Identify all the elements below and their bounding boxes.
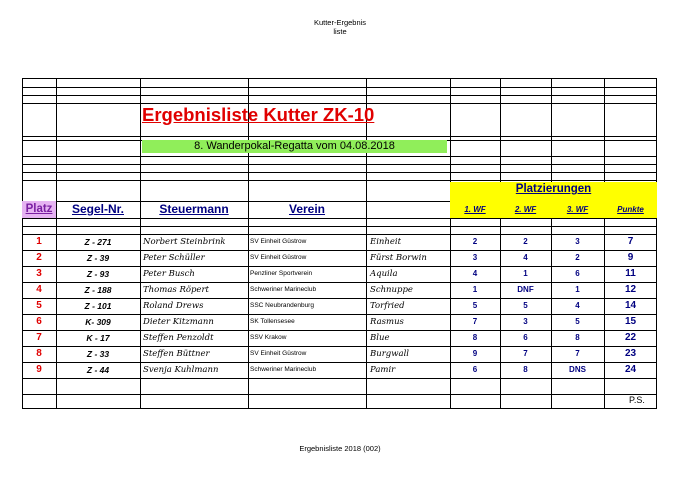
cell-punkte: 14 xyxy=(624,300,637,311)
cell-segel: Z - 188 xyxy=(84,285,112,295)
column-header-wf1: 1. WF xyxy=(464,205,486,214)
cell-wf3: 6 xyxy=(575,269,580,278)
cell-wf1: 3 xyxy=(472,253,478,262)
cell-wf2: 6 xyxy=(523,333,528,342)
cell-wf1: 8 xyxy=(472,333,478,342)
cell-boot: Einheit xyxy=(370,237,402,247)
cell-wf2: 4 xyxy=(523,253,528,262)
grid-row-line xyxy=(22,136,657,137)
cell-verein: SSC Neubrandenburg xyxy=(250,302,314,309)
cell-segel: Z - 33 xyxy=(86,349,110,359)
cell-segel: Z - 39 xyxy=(86,253,110,263)
column-header-wf3: 3. WF xyxy=(566,205,589,214)
sheet-title: Ergebnisliste Kutter ZK-10 xyxy=(142,104,375,125)
cell-wf1: 6 xyxy=(472,365,478,374)
cell-wf1: 5 xyxy=(472,301,478,310)
cell-verein: SV Einheit Güstrow xyxy=(250,350,307,357)
cell-boot: Pamir xyxy=(370,365,396,375)
grid-row-line xyxy=(22,180,657,181)
cell-wf2: 7 xyxy=(523,349,528,358)
cell-punkte: 24 xyxy=(624,364,637,375)
results-sheet xyxy=(22,78,657,408)
page-header-line1: Kutter-Ergebnis xyxy=(313,18,367,27)
cell-wf1: 2 xyxy=(472,237,478,246)
grid-row-line xyxy=(22,164,657,165)
cell-verein: Schweriner Marineclub xyxy=(250,366,317,373)
column-header-steuermann: Steuermann xyxy=(159,202,229,216)
cell-platz: 7 xyxy=(36,332,42,343)
cell-steuermann: Thomas Röpert xyxy=(143,285,209,295)
grid-row-line xyxy=(22,78,657,79)
placements-label: Platzierungen xyxy=(515,183,592,195)
cell-wf3: 7 xyxy=(575,349,580,358)
cell-steuermann: Roland Drews xyxy=(143,301,204,311)
cell-steuermann: Dieter Kitzmann xyxy=(143,317,214,327)
grid-row-line xyxy=(22,394,657,395)
cell-verein: SV Einheit Güstrow xyxy=(250,254,307,261)
cell-wf3: 1 xyxy=(575,285,580,294)
cell-wf2: 2 xyxy=(523,237,528,246)
cell-platz: 4 xyxy=(36,284,42,295)
cell-platz: 2 xyxy=(36,252,42,263)
grid-row-line xyxy=(22,378,657,379)
signature: P.S. xyxy=(629,395,645,405)
grid-row-line xyxy=(22,408,657,409)
cell-boot: Aquila xyxy=(370,269,398,279)
cell-platz: 6 xyxy=(36,316,42,327)
grid-row-line xyxy=(22,226,657,227)
cell-steuermann: Peter Schüller xyxy=(143,253,205,263)
cell-verein: SK Tollensesee xyxy=(250,318,295,325)
cell-verein: SV Einheit Güstrow xyxy=(250,238,307,245)
page-footer: Ergebnisliste 2018 (002) xyxy=(299,444,381,453)
grid-row-line xyxy=(22,87,657,88)
cell-boot: Torfried xyxy=(370,301,405,311)
cell-punkte: 9 xyxy=(627,252,634,263)
cell-boot: Fürst Borwin xyxy=(370,253,427,263)
cell-wf3: 8 xyxy=(575,333,580,342)
column-header-wf2: 2. WF xyxy=(514,205,537,214)
cell-segel: Z - 44 xyxy=(86,365,110,375)
cell-punkte: 23 xyxy=(624,348,637,359)
cell-wf2: 1 xyxy=(523,269,528,278)
cell-punkte: 7 xyxy=(627,236,634,247)
column-header-platz: Platz xyxy=(22,201,56,218)
cell-wf2: 5 xyxy=(523,301,528,310)
cell-segel: K- 309 xyxy=(85,317,111,327)
cell-wf1: 9 xyxy=(472,349,478,358)
cell-segel: Z - 101 xyxy=(84,301,112,311)
cell-wf3: DNS xyxy=(569,365,586,374)
cell-steuermann: Peter Busch xyxy=(143,269,195,279)
cell-wf2: 3 xyxy=(523,317,528,326)
cell-segel: Z - 271 xyxy=(84,237,112,247)
page-header-line2: liste xyxy=(333,27,347,36)
grid-row-line xyxy=(22,156,657,157)
cell-platz: 5 xyxy=(36,300,42,311)
cell-wf3: 2 xyxy=(575,253,580,262)
cell-punkte: 22 xyxy=(624,332,637,343)
cell-wf1: 7 xyxy=(472,317,478,326)
column-header-verein: Verein xyxy=(288,202,326,216)
cell-punkte: 15 xyxy=(624,316,637,327)
cell-platz: 9 xyxy=(36,364,42,375)
cell-wf3: 5 xyxy=(575,317,580,326)
cell-wf3: 3 xyxy=(575,237,580,246)
sheet-subtitle: 8. Wanderpokal-Regatta vom 04.08.2018 xyxy=(142,140,447,153)
cell-steuermann: Steffen Büttner xyxy=(143,349,210,359)
cell-platz: 3 xyxy=(36,268,42,279)
cell-punkte: 11 xyxy=(625,268,636,279)
column-header-punkte: Punkte xyxy=(617,205,644,214)
cell-segel: K - 17 xyxy=(86,333,110,343)
cell-wf3: 4 xyxy=(575,301,580,310)
cell-boot: Schnuppe xyxy=(370,285,413,295)
cell-segel: Z - 93 xyxy=(86,269,110,279)
cell-platz: 1 xyxy=(36,236,42,247)
cell-steuermann: Steffen Penzoldt xyxy=(143,333,214,343)
grid-row-line xyxy=(22,95,657,96)
cell-verein: Penzliner Sportverein xyxy=(250,270,313,277)
cell-punkte: 12 xyxy=(624,284,637,295)
cell-steuermann: Svenja Kuhlmann xyxy=(143,365,219,375)
cell-boot: Rasmus xyxy=(370,317,404,327)
cell-verein: SSV Krakow xyxy=(250,334,287,341)
cell-steuermann: Norbert Steinbrink xyxy=(143,237,226,247)
column-header-segel: Segel-Nr. xyxy=(71,202,125,216)
cell-wf1: 1 xyxy=(472,285,478,294)
cell-wf2: 8 xyxy=(523,365,528,374)
grid-row-line xyxy=(22,218,657,219)
cell-platz: 8 xyxy=(36,348,42,359)
cell-verein: Schweriner Marineclub xyxy=(250,286,317,293)
cell-boot: Blue xyxy=(370,333,390,343)
cell-boot: Burgwall xyxy=(370,349,410,359)
cell-wf2: DNF xyxy=(517,285,534,294)
grid-row-line xyxy=(22,172,657,173)
cell-wf1: 4 xyxy=(472,269,478,278)
